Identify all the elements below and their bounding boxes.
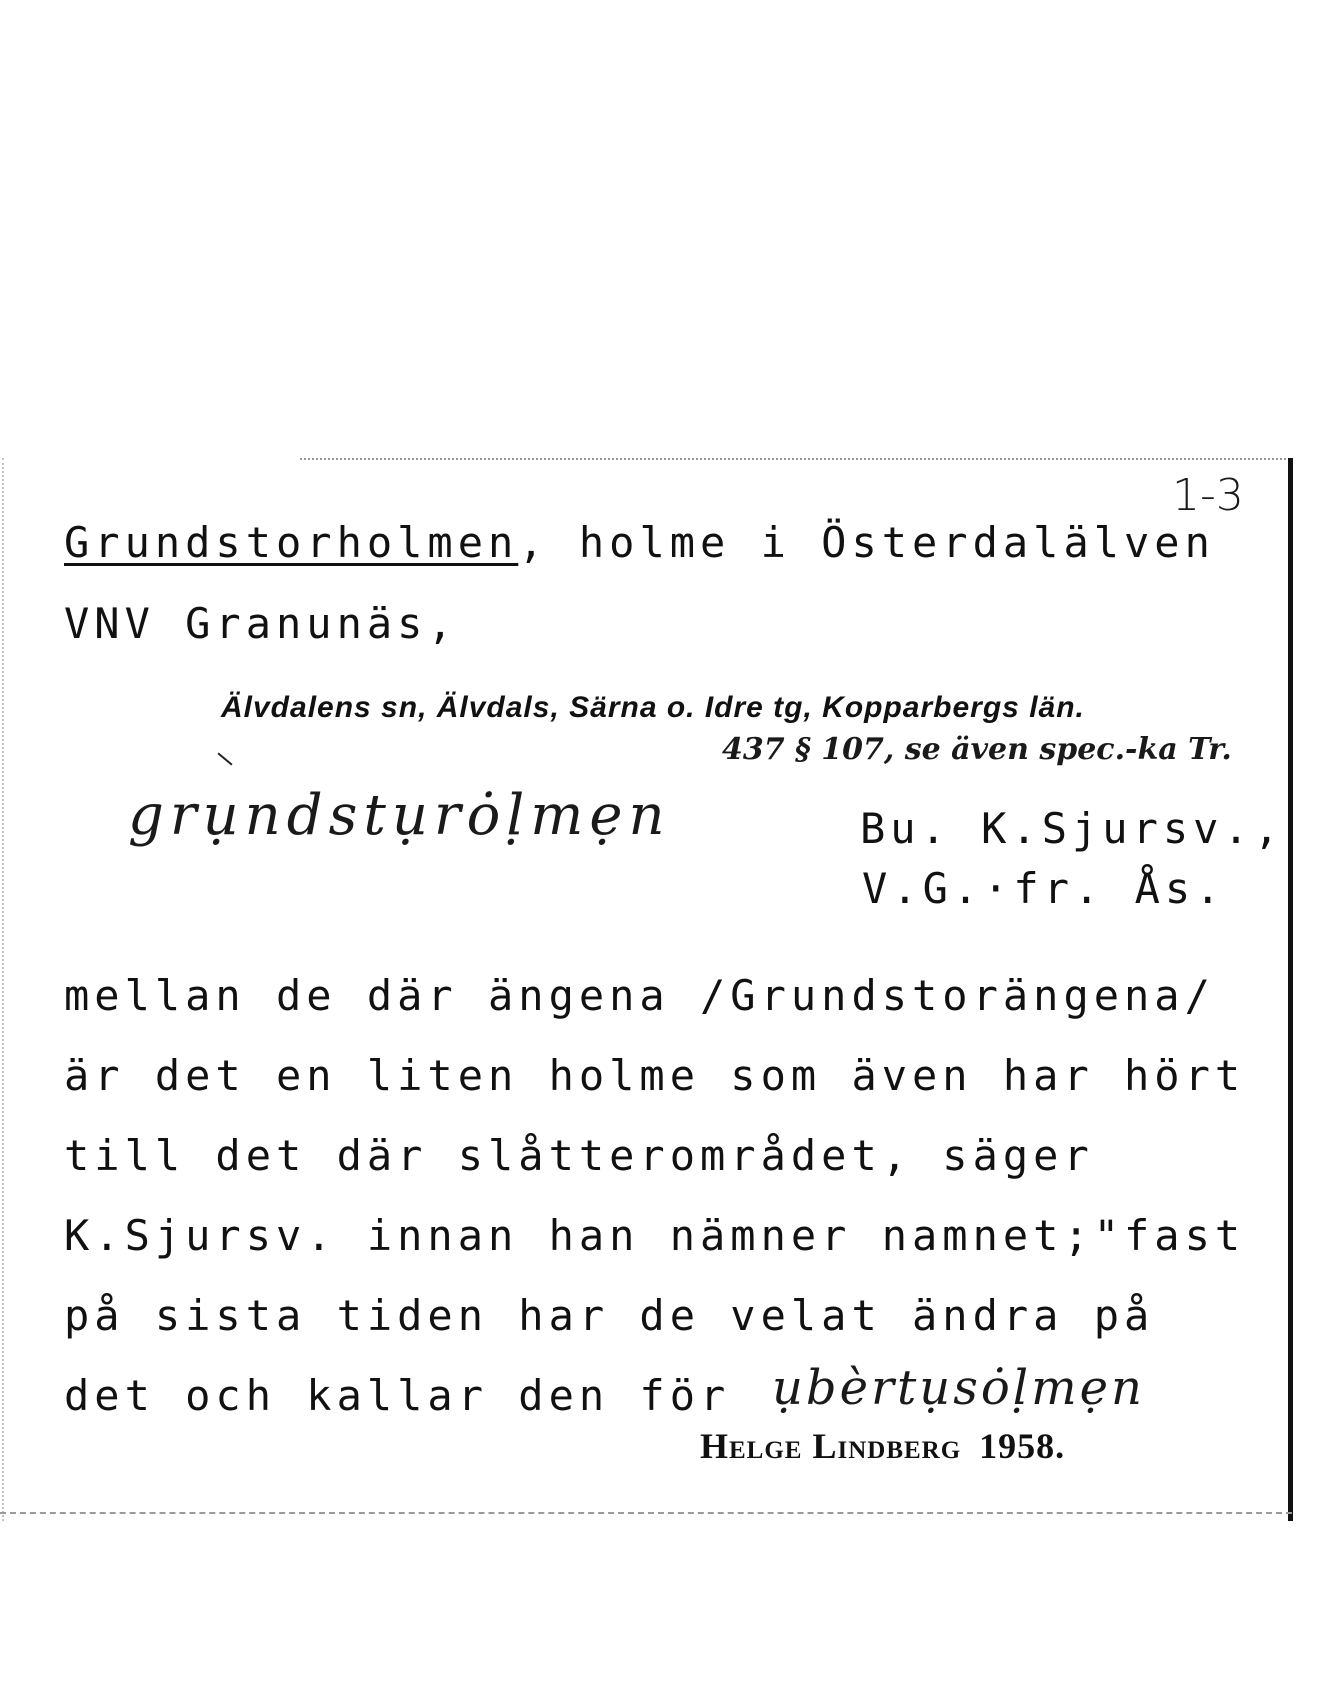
body-line-1: mellan de där ängena /Grundstorängena/	[64, 971, 1215, 1020]
parish-stamp: Älvdalens sn, Älvdals, Särna o. Idre tg, Kopparbergs län.	[221, 691, 1085, 724]
body-line-2: är det en liten holme som även har hört	[64, 1051, 1246, 1100]
informant-line-1: Bu. K.Sjursv.,	[860, 804, 1285, 853]
phonetic-form: grụndstụrȯḷmẹn	[128, 783, 671, 848]
phonetic-form-2: ụbèrtụsȯḷmẹn	[772, 1360, 1145, 1416]
place-name-heading	[64, 518, 1215, 567]
place-description: , holme i Österdalälven	[518, 518, 1215, 567]
collector-signature	[700, 1428, 1065, 1464]
card-right-edge	[1288, 458, 1293, 1521]
reference-note: 437 § 107, se även spec.-ka Tr.	[722, 732, 1232, 767]
body-line-5: på sista tiden har de velat ändra på	[64, 1291, 1155, 1340]
body-line-4: K.Sjursv. innan han nämner namnet;"fast	[64, 1211, 1246, 1260]
card-number: 1-3	[1172, 470, 1244, 521]
body-line-6: det och kallar den för	[64, 1371, 731, 1420]
location-line: VNV Granunäs,	[64, 599, 458, 648]
collector-name: Helge Lindberg	[700, 1426, 962, 1466]
card-bottom-edge	[0, 1512, 1292, 1514]
card-left-edge	[2, 458, 4, 1521]
body-line-3: till det där slåtterområdet, säger	[64, 1131, 1094, 1180]
card-top-edge	[300, 458, 1290, 460]
informant-line-2: V.G.·fr. Ås.	[862, 864, 1226, 913]
place-name: Grundstorholmen	[64, 518, 519, 567]
collector-year: 1958.	[979, 1426, 1066, 1466]
